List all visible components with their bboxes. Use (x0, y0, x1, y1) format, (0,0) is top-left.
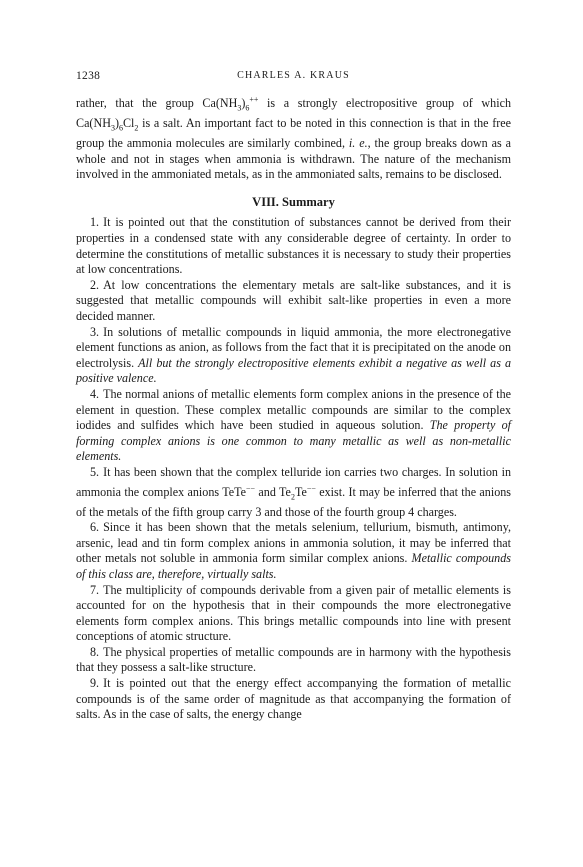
summary-item (76, 325, 511, 387)
text-run: , the group breaks down as a whole and not in stages when ammonia is withdrawn. The nature of the mechanism involved in the ammoniated metals, as in the ammoniated salts, remains to be disclosed. (76, 136, 511, 182)
subscript: 2 (290, 491, 295, 501)
italic-text: Metallic compounds of this class are, therefore, virtually salts. (76, 551, 511, 581)
italic-text: i. e. (348, 136, 368, 151)
italic-text: All but the strongly electropositive elements exhibit a negative as well as a positive valence. (76, 355, 511, 386)
text-run: ) (241, 96, 246, 111)
running-head: CHARLES A. KRAUS (237, 70, 350, 81)
item-number: 5. (90, 464, 100, 479)
text-run: Te (294, 484, 307, 499)
item-number: 7. (90, 582, 100, 597)
item-number: 2. (90, 277, 100, 292)
text-run: At low concentrations the elementary metals are salt-like substances, and it is suggested that metallic compounds will exhibit salt-like properties in even a more decided manner. (76, 277, 511, 323)
text-run: Since it has been shown that the metals selenium, tellurium, bismuth, antimony, arsenic, lead and tin form complex anions in ammonia solution, it may be inferred that other metals not soluble in ammonia form similar complex anions. (76, 520, 511, 566)
summary-item (76, 278, 511, 325)
summary-item (76, 520, 511, 582)
item-number: 8. (90, 644, 100, 659)
text-run: In solutions of metallic compounds in liquid ammonia, the more electronegative element functions as anion, as follows from the fact that it is precipitated on the anode on electrolysis. (76, 324, 511, 370)
summary-list (76, 215, 511, 722)
text-run: Cl (122, 116, 135, 131)
text-run: The physical properties of metallic compounds are in harmony with the hypothesis that they possess a salt-like structure. (76, 644, 511, 675)
subscript: 2 (134, 123, 139, 133)
summary-item (76, 645, 511, 676)
text-run: and Te (255, 484, 291, 499)
subscript: 3 (237, 103, 242, 113)
text-run: is a strongly electropositive group of which Ca(NH (76, 96, 511, 131)
superscript: ++ (249, 95, 259, 104)
summary-item (76, 676, 511, 723)
section-heading: VIII. Summary (252, 194, 335, 209)
item-number: 9. (90, 676, 100, 691)
item-number: 4. (90, 386, 100, 401)
text-run: The normal anions of metallic elements form complex anions in the presence of the element in question. These complex metallic compounds are similar to the complex iodides and sulfides which have been studied in aqueous solution. (76, 386, 511, 433)
text-run: ) (114, 116, 119, 131)
superscript: −− (246, 483, 256, 493)
body-text (76, 92, 511, 723)
text-run: It has been shown that the complex telluride ion carries two charges. In solution in ammonia the complex anions TeTe (76, 464, 511, 499)
text-run: rather, that the group Ca(NH (76, 96, 238, 111)
superscript: −− (306, 483, 316, 493)
item-number: 3. (90, 324, 100, 339)
summary-item (76, 215, 511, 277)
intro-paragraph (76, 92, 511, 183)
text-run: exist. It may be inferred that the anions of the metals of the fifth group carry 3 and those of the fourth group 4 charges. (76, 484, 511, 519)
subscript: 3 (110, 123, 115, 133)
text-run: is a salt. An important fact to be noted in this connection is that in the free group the ammonia molecules are similarly combined, (76, 116, 511, 151)
item-number: 6. (90, 520, 100, 535)
subscript: 6 (245, 103, 250, 113)
item-number: 1. (90, 215, 100, 230)
summary-item (76, 583, 511, 645)
summary-item (76, 465, 511, 520)
text-run: The multiplicity of compounds derivable from a given pair of metallic elements is accounted for on the hypothesis that in their compounds the more electronegative elements form complex anions. This brings metallic compounds into line with present conceptions of atomic structure. (76, 582, 511, 644)
page-number: 1238 (76, 70, 101, 82)
text-run: It is pointed out that the constitution of substances cannot be derived from their properties in a condensed state with any considerable degree of certainty. In order to determine the constitutions of metallic substances it is necessary to study their properties at low concentrations. (76, 215, 511, 277)
page-header (76, 70, 511, 86)
italic-text: The property of forming complex anions is one common to many metallic as well as non-metallic elements. (76, 418, 512, 464)
summary-item (76, 387, 511, 465)
text-run: It is pointed out that the energy effect accompanying the formation of metallic compounds is of the same order of magnitude as that accompanying the formation of salts. As in the case of salts, the energy change (76, 676, 511, 722)
subscript: 6 (118, 123, 123, 133)
